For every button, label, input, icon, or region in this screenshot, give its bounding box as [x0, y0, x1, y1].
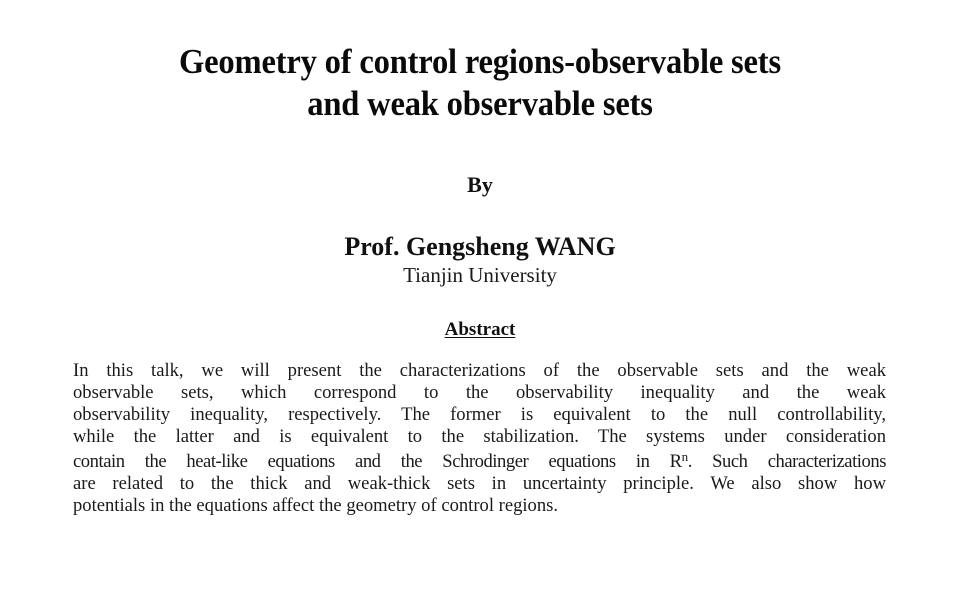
by-label: By: [467, 172, 493, 197]
title-line-2: and weak observable sets: [307, 84, 653, 123]
author-name: Prof. Gengsheng WANG: [344, 232, 616, 261]
superscript-n: n: [681, 449, 688, 464]
abstract-line-5-suffix: . Such characterizations: [687, 451, 887, 472]
title-line-1: Geometry of control regions-observable sets: [179, 42, 781, 81]
author-affiliation: Tianjin University: [403, 263, 557, 287]
page-title: [34, 41, 927, 125]
abstract-heading: Abstract: [444, 319, 516, 340]
abstract-line-6: are related to the thick and weak-thick sets in uncertainty principle. We also show how: [73, 473, 886, 494]
abstract-line-1: In this talk, we will present the characterizations of the observable sets and the weak: [73, 360, 886, 381]
abstract-line-7: potentials in the equations affect the geometry of control regions.: [73, 495, 559, 516]
abstract-line-5-text: contain the heat-like equations and the Schrodinger equations in R: [73, 451, 682, 472]
abstract-line-4: while the latter and is equivalent to the stabilization. The systems under consideration: [73, 426, 886, 447]
abstract-body: [73, 360, 886, 517]
abstract-line-2: observable sets, which correspond to the observability inequality and the weak: [73, 382, 886, 403]
abstract-line-3: observability inequality, respectively. The former is equivalent to the null controllability,: [73, 404, 886, 425]
abstract-line-5: [73, 451, 886, 473]
